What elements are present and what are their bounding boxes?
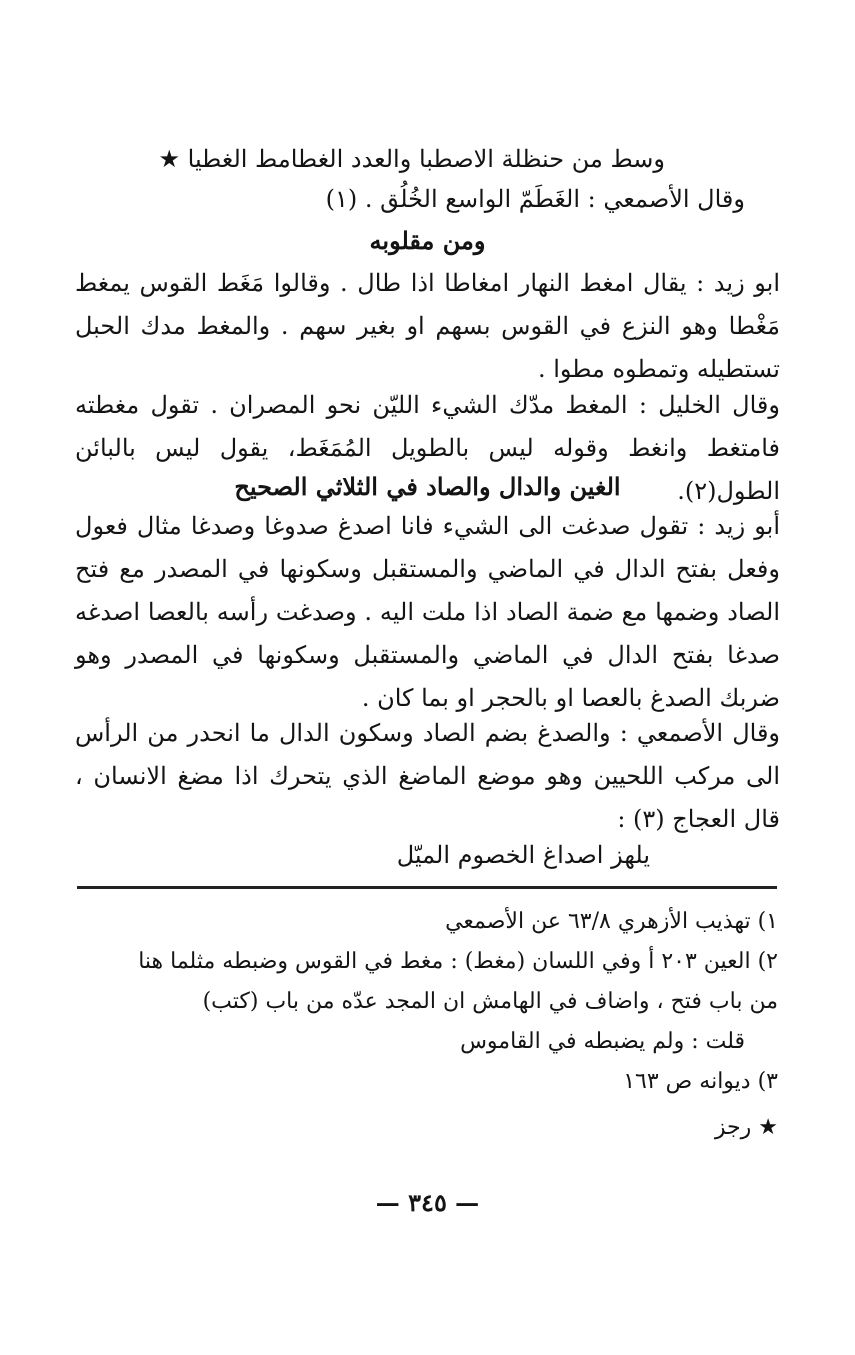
paragraph-abu-zayd-maght: ابو زيد : يقال امغط النهار امغاطا اذا طال . وقالوا مَغَط القوس يمغط مَغْطا وهو النزع في القوس بسهم او بغير سهم . والمغط مدك الحبل تستطيله وتمطوه مطوا . xyxy=(75,269,781,383)
asmai-quote-line: وقال الأصمعي : الغَطَمّ الواسع الخُلُق . (١) xyxy=(325,185,745,213)
paragraph-abu-zayd-sadagh: أبو زيد : تقول صدغت الى الشيء فانا اصدغ صدوغا وصدغا مثال فعول وفعل بفتح الدال في الماضي والمستقبل وسكونها في المصدر مع فتح الصاد وضمها مع ضمة الصاد اذا ملت اليه . وصدغت رأسه بالعصا اصدغه صدغا بفتح الدال في الماضي والمستقبل وسكونها في المصدر وهو ضربك الصدغ بالعصا او بالحجر او بما كان . xyxy=(75,512,780,712)
page-number: — ٣٤٥ — xyxy=(375,1188,480,1217)
footnote-3: ٣) ديوانه ص ١٦٣ xyxy=(623,1069,778,1094)
footnote-2-note: قلت : ولم يضبطه في القاموس xyxy=(460,1029,745,1054)
verse-line: يلهز اصداغ الخصوم الميّل xyxy=(396,841,650,869)
paragraph-asmai-sudgh: وقال الأصمعي : والصدغ بضم الصاد وسكون الدال ما انحدر من الرأس الى مركب اللحيين وهو موضع الماضغ الذي يتحرك اذا مضغ الانسان ، قال العجاج (٣) : xyxy=(75,719,780,833)
paragraph-khalil: وقال الخليل : المغط مدّك الشيء الليّن نحو المصران . تقول مغطته فامتغط وانغط وقوله ليس بالطويل المُمَغَط، يقول ليس بالبائن الطول(٢). xyxy=(75,391,780,505)
section-heading: الغين والدال والصاد في الثلاثي الصحيح xyxy=(234,472,621,501)
verse-line: وسط من حنظلة الاصطبا والعدد الغطامط الغطيا ★ xyxy=(158,145,665,173)
footnote-divider xyxy=(77,886,777,889)
footnote-2: ٢) العين ٢٠٣ أ وفي اللسان (مغط) : مغط في القوس وضبطه مثلما هنا xyxy=(138,949,778,974)
footnote-2-continued: من باب فتح ، واضاف في الهامش ان المجد عدّه من باب (كتب) xyxy=(202,989,778,1014)
footnote-star: ★ رجز xyxy=(714,1115,778,1140)
section-heading: ومن مقلوبه xyxy=(369,226,486,255)
footnote-1: ١) تهذيب الأزهري ٦٣/٨ عن الأصمعي xyxy=(445,909,778,934)
